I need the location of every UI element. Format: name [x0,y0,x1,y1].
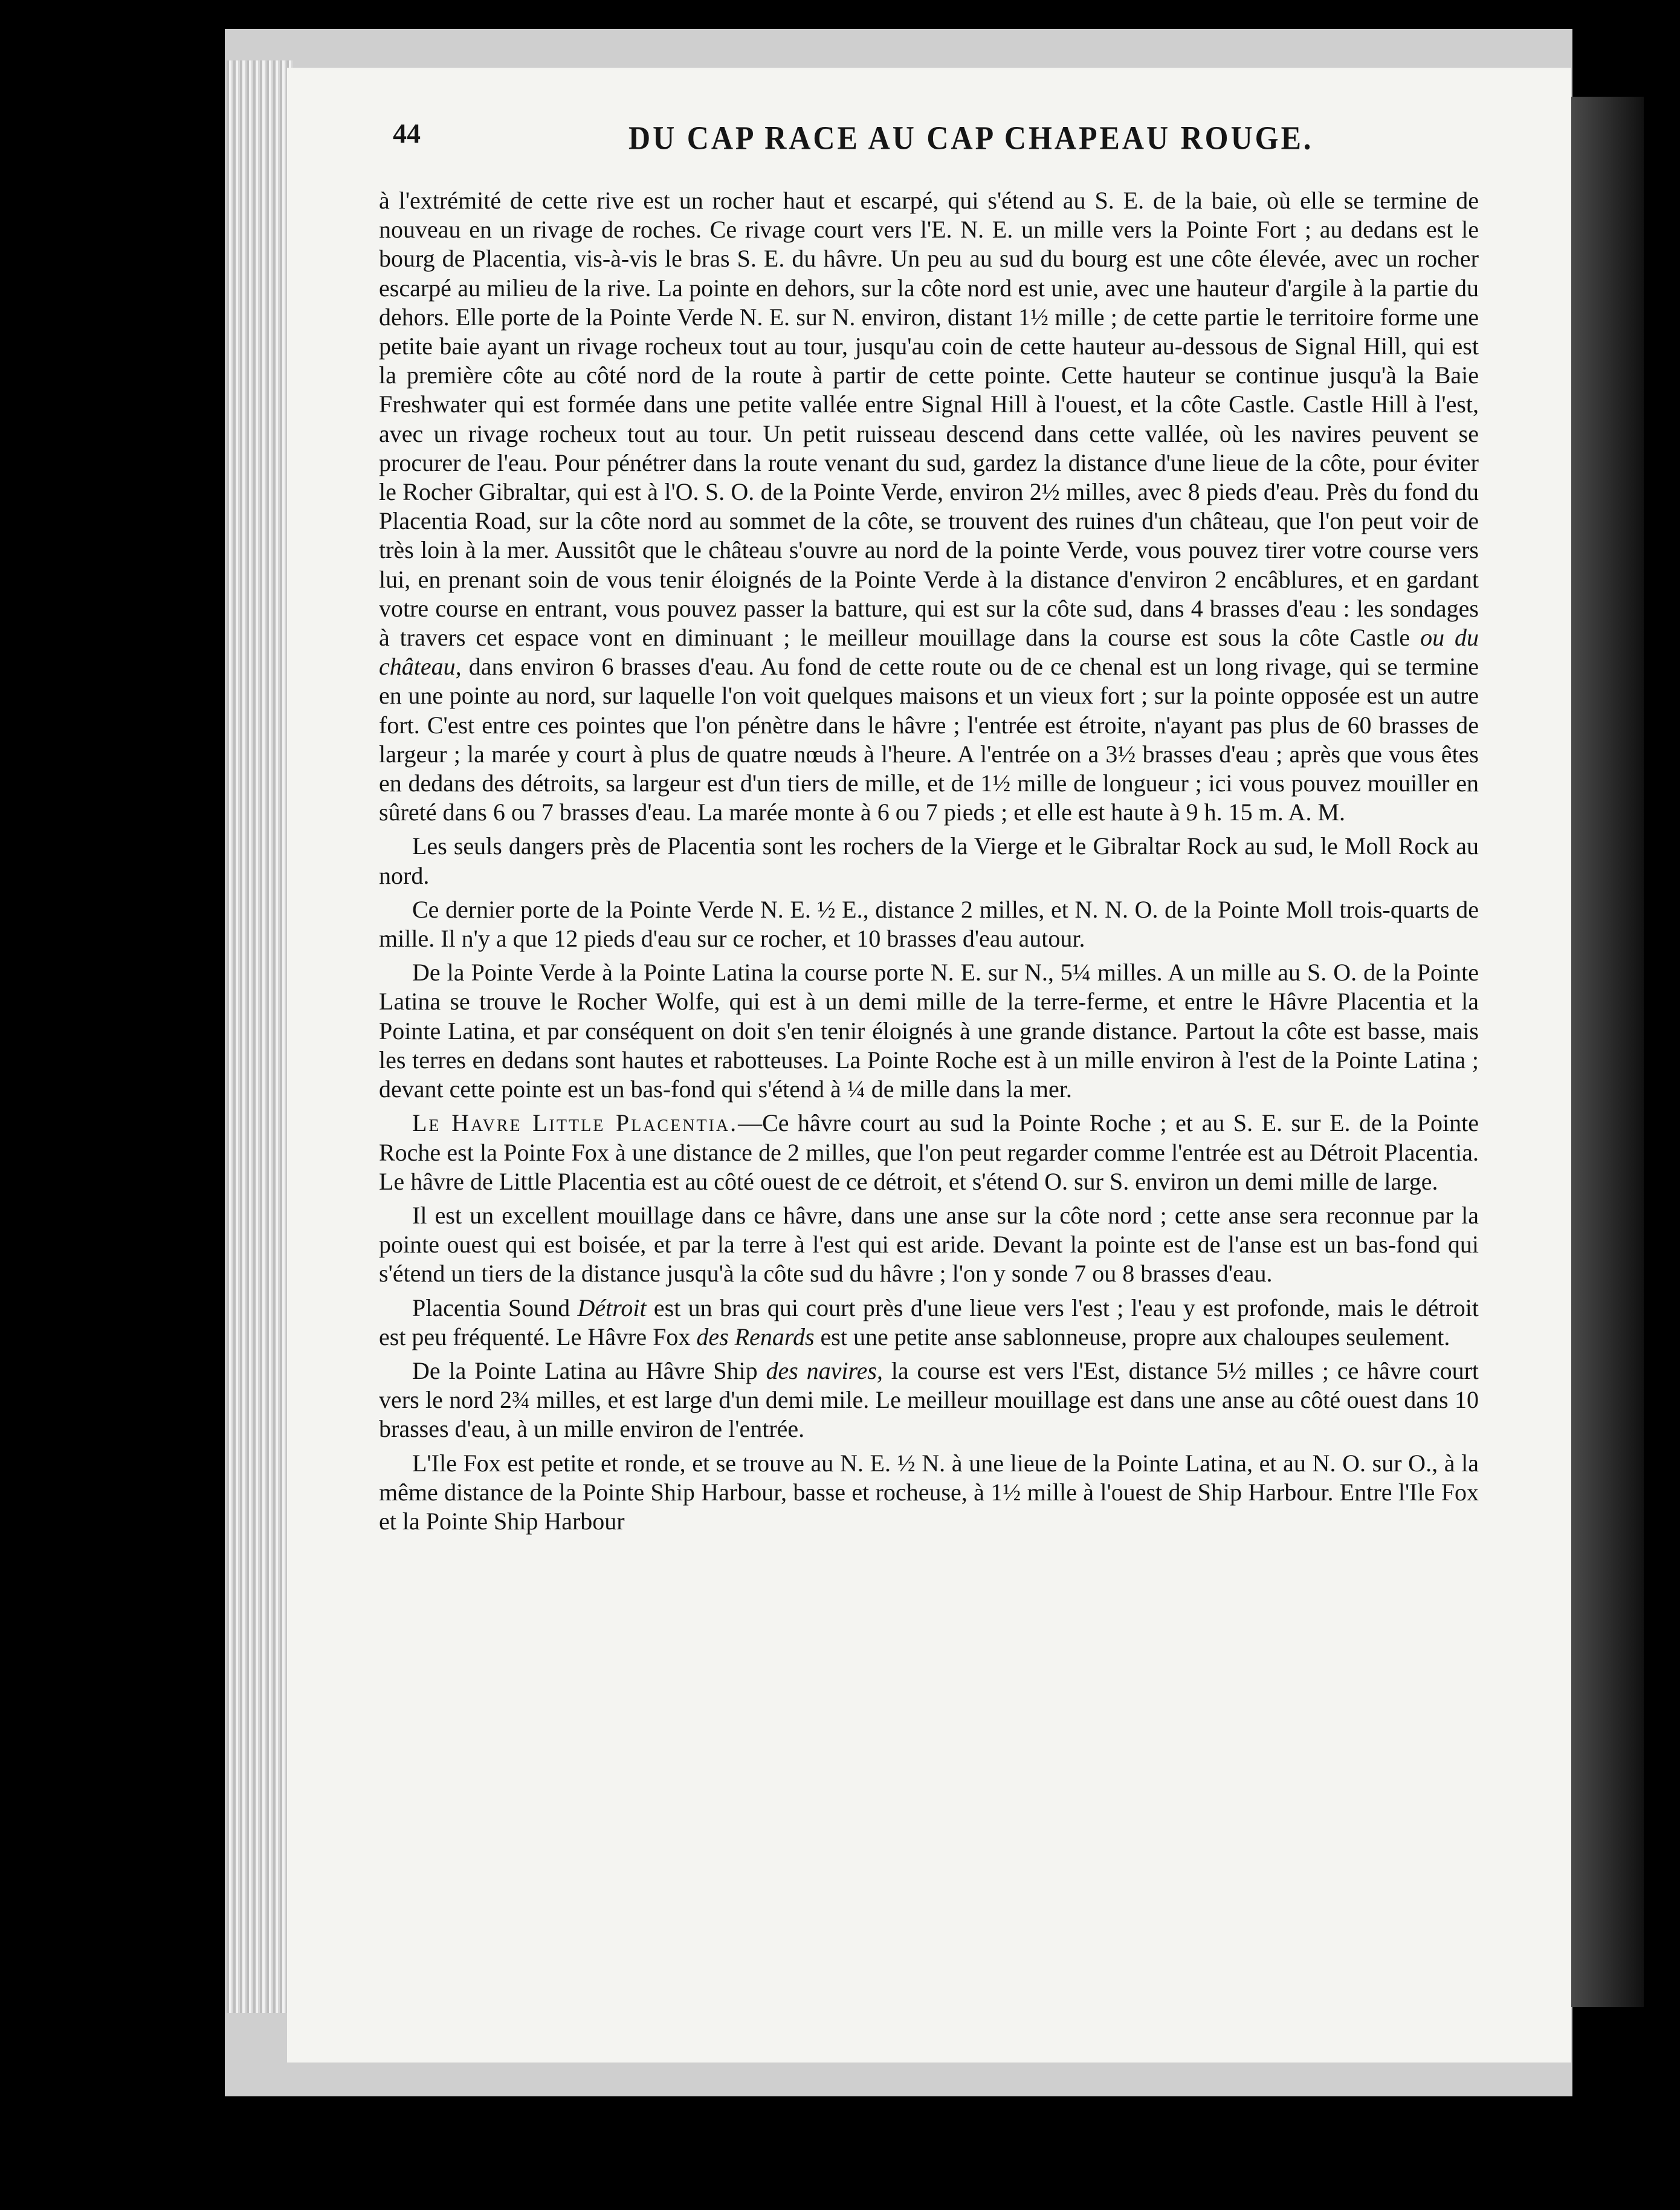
paragraph-2: Les seuls dangers près de Placentia sont les rochers de la Vierge et le Gibraltar Rock au sud, le Moll Rock au nord. [379,832,1479,889]
paragraph-4: De la Pointe Verde à la Pointe Latina la course porte N. E. sur N., 5¼ milles. A un mille au S. O. de la Pointe Latina se trouve le Rocher Wolfe, qui est à un demi mille de la terre-ferme, et entre le Hâvre Placentia et la Pointe Latina, et par conséquent on doit s'en tenir éloignés à une grande distance. Partout la côte est basse, mais les terres en dedans sont hautes et rabotteuses. La Pointe Roche est à un mille environ à l'est de la Pointe Latina ; devant cette pointe est un bas-fond qui s'étend à ¼ de mille dans la mer. [379,959,1479,1103]
paragraph-3: Ce dernier porte de la Pointe Verde N. E. ½ E., distance 2 milles, et N. N. O. de la Pointe Moll trois-quarts de mille. Il n'y a que 12 pieds d'eau sur ce rocher, et 10 brasses d'eau autour. [379,895,1479,953]
body-text [379,186,1479,1541]
paragraph-9: L'Ile Fox est petite et ronde, et se trouve au N. E. ½ N. à une lieue de la Pointe Latina, et au N. O. sur O., à la même distance de la Pointe Ship Harbour, basse et rocheuse, à 1½ mille à l'ouest de Ship Harbour. Entre l'Ile Fox et la Pointe Ship Harbour [379,1449,1479,1535]
page-number: 44 [393,118,421,149]
book-page [287,68,1571,2063]
section-heading: Le Havre Little Placentia. [412,1109,738,1137]
paragraph-8: De la Pointe Latina au Hâvre Ship des navires, la course est vers l'Est, distance 5½ milles ; ce hâvre court vers le nord 2¾ milles, et est large d'un demi mile. Le meilleur mouillage est dans une anse au côté ouest dans 10 brasses d'eau, à un mille environ de l'entrée. [379,1356,1479,1443]
paragraph-1: à l'extrémité de cette rive est un rocher haut et escarpé, qui s'étend au S. E. de la baie, où elle se termine de nouveau en un rivage de roches. Ce rivage court vers l'E. N. E. un mille vers la Pointe Fort ; au dedans est le bourg de Placentia, vis-à-vis le bras S. E. du hâvre. Un peu au sud du bourg est une côte élevée, avec un rocher escarpé au milieu de la rive. La pointe en dehors, sur la côte nord est unie, avec une hauteur d'argile à la partie du dehors. Elle porte de la Pointe Verde N. E. sur N. environ, distant 1½ mille ; de cette partie le territoire forme une petite baie ayant un rivage rocheux tout au tour, jusqu'au coin de cette hauteur au-dessous de Signal Hill, qui est la première côte au côté nord de la route à partir de cette pointe. Cette hauteur se continue jusqu'à la Baie Freshwater qui est formée dans une petite vallée entre Signal Hill à l'ouest, et la côte Castle. Castle Hill à l'est, avec un rivage rocheux tout au tour. Un petit ruisseau descend dans cette vallée, où les navires peuvent se procurer de l'eau. Pour pénétrer dans la route venant du sud, gardez la distance d'une lieue de la côte, pour éviter le Rocher Gibraltar, qui est à l'O. S. O. de la Pointe Verde, environ 2½ milles, avec 8 pieds d'eau. Près du fond du Placentia Road, sur la côte nord au sommet de la côte, se trouvent des ruines d'un château, que l'on peut voir de très loin à la mer. Aussitôt que le château s'ouvre au nord de la pointe Verde, vous pouvez tirer votre course vers lui, en prenant soin de vous tenir éloignés de la Pointe Verde à la distance d'environ 2 encâblures, et en gardant votre course en entrant, vous pouvez passer la batture, qui est sur la côte sud, dans 4 brasses d'eau : les sondages à travers cet espace vont en diminuant ; le meilleur mouillage dans la course est sous la côte Castle ou du château, dans environ 6 brasses d'eau. Au fond de cette route ou de ce chenal est un long rivage, qui se termine en une pointe au nord, sur laquelle l'on voit quelques maisons et un vieux fort ; sur la pointe opposée est un autre fort. C'est entre ces pointes que l'on pénètre dans le hâvre ; l'entrée est étroite, n'ayant pas plus de 60 brasses de largeur ; la marée y court à plus de quatre nœuds à l'heure. A l'entrée on a 3½ brasses d'eau ; après que vous êtes en dedans des détroits, sa largeur est d'un tiers de mille, et de 1½ mille de longueur ; ici vous pouvez mouiller en sûreté dans 6 ou 7 brasses d'eau. La marée monte à 6 ou 7 pieds ; et elle est haute à 9 h. 15 m. A. M. [379,187,1479,826]
running-title: DU CAP RACE AU CAP CHAPEAU ROUGE. [628,119,1314,157]
page-edges [227,60,293,2013]
paragraph-6: Il est un excellent mouillage dans ce hâvre, dans une anse sur la côte nord ; cette anse sera reconnue par la pointe ouest qui est boisée, et par la terre à l'est qui est aride. Devant la pointe est de l'anse est un bas-fond qui s'étend un tiers de la distance jusqu'à la côte sud du hâvre ; l'on y sonde 7 ou 8 brasses d'eau. [379,1201,1479,1288]
page-header [393,117,1499,172]
binding-shadow [1571,97,1644,2007]
paragraph-5: Le Havre Little Placentia.—Ce hâvre court au sud la Pointe Roche ; et au S. E. sur E. de la Pointe Roche est la Pointe Fox à une distance de 2 milles, que l'on peut regarder comme l'entrée est au Détroit Placentia. Le hâvre de Little Placentia est au côté ouest de ce détroit, et s'étend O. sur S. environ un demi mille de large. [379,1109,1479,1195]
paragraph-7: Placentia Sound Détroit est un bras qui court près d'une lieue vers l'est ; l'eau y est profonde, mais le détroit est peu fréquenté. Le Hâvre Fox des Renards est une petite anse sablonneuse, propre aux chaloupes seulement. [379,1294,1479,1350]
